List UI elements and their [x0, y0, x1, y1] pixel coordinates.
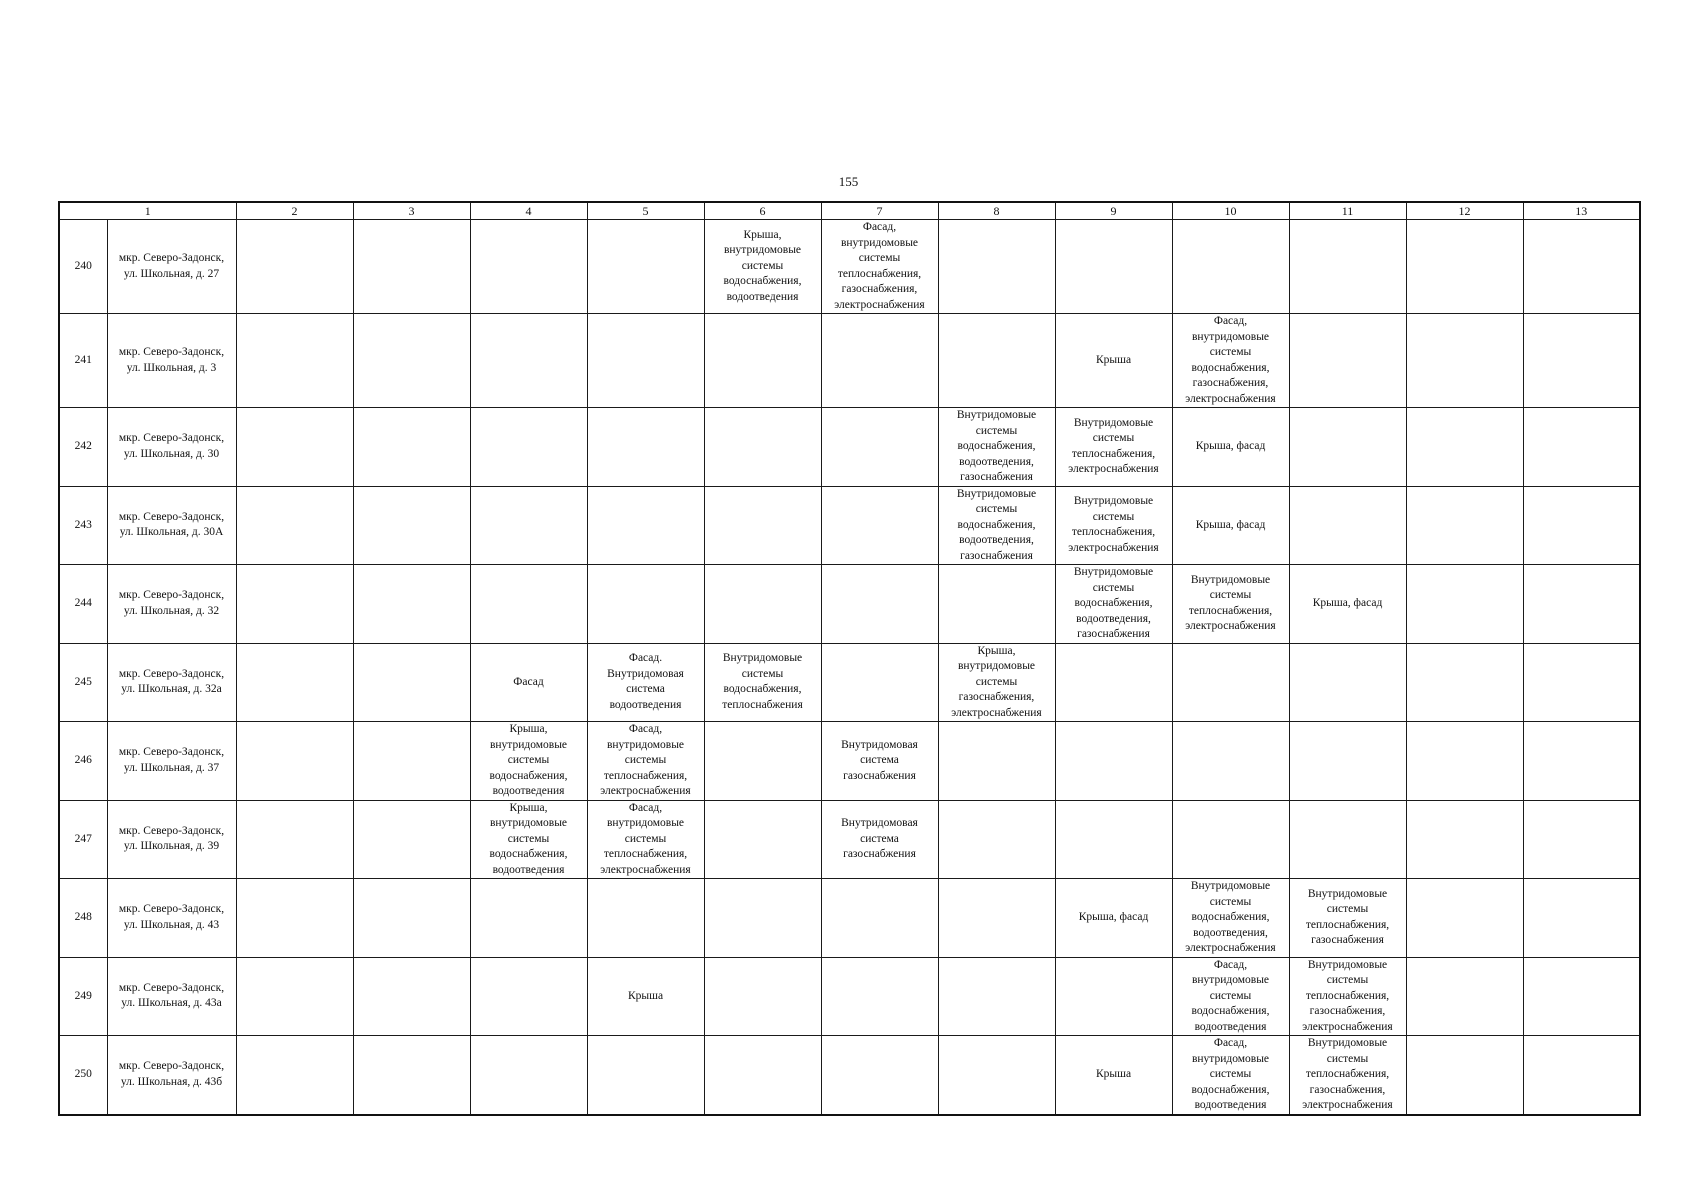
- work-type-cell: [1406, 486, 1523, 565]
- work-type-cell: [704, 722, 821, 801]
- address-cell: мкр. Северо-Задонск, ул. Школьная, д. 32: [107, 565, 236, 644]
- work-type-cell: [353, 722, 470, 801]
- row-number-cell: 250: [59, 1036, 107, 1115]
- work-type-cell: [1289, 643, 1406, 722]
- work-type-cell: [938, 565, 1055, 644]
- row-number-cell: 240: [59, 220, 107, 314]
- table-row: [59, 879, 1640, 958]
- work-type-cell: [938, 220, 1055, 314]
- work-type-cell: [821, 408, 938, 487]
- row-number-cell: 245: [59, 643, 107, 722]
- work-type-cell: [1523, 722, 1640, 801]
- work-type-cell: [470, 957, 587, 1036]
- column-number-header: 4: [470, 202, 587, 220]
- column-number-header: 6: [704, 202, 821, 220]
- table-row: [59, 408, 1640, 487]
- work-type-cell: [704, 314, 821, 408]
- work-type-cell: [704, 800, 821, 879]
- work-type-cell: [470, 1036, 587, 1115]
- row-number-cell: 243: [59, 486, 107, 565]
- work-type-cell: [587, 220, 704, 314]
- work-type-cell: Фасад, внутридомовые системы водоснабжения, водоотведения: [1172, 1036, 1289, 1115]
- work-type-cell: [236, 957, 353, 1036]
- address-cell: мкр. Северо-Задонск, ул. Школьная, д. 27: [107, 220, 236, 314]
- work-type-cell: [821, 314, 938, 408]
- work-type-cell: [470, 314, 587, 408]
- work-type-cell: Крыша: [587, 957, 704, 1036]
- work-type-cell: Фасад, внутридомовые системы теплоснабжения, электроснабжения: [587, 800, 704, 879]
- work-type-cell: [938, 957, 1055, 1036]
- work-type-cell: [821, 565, 938, 644]
- table-row: [59, 486, 1640, 565]
- work-type-cell: Фасад, внутридомовые системы водоснабжения, водоотведения: [1172, 957, 1289, 1036]
- row-number-cell: 247: [59, 800, 107, 879]
- table-row: [59, 643, 1640, 722]
- column-number-header: 10: [1172, 202, 1289, 220]
- work-type-cell: [1055, 800, 1172, 879]
- row-number-cell: 249: [59, 957, 107, 1036]
- work-type-cell: Внутридомовые системы теплоснабжения, газоснабжения, электроснабжения: [1289, 1036, 1406, 1115]
- table-row: [59, 314, 1640, 408]
- work-type-cell: Внутридомовые системы водоснабжения, водоотведения, газоснабжения: [938, 408, 1055, 487]
- work-type-cell: [236, 314, 353, 408]
- address-cell: мкр. Северо-Задонск, ул. Школьная, д. 37: [107, 722, 236, 801]
- work-type-cell: [236, 643, 353, 722]
- address-cell: мкр. Северо-Задонск, ул. Школьная, д. 32а: [107, 643, 236, 722]
- work-type-cell: [1523, 643, 1640, 722]
- work-type-cell: Внутридомовые системы водоснабжения, водоотведения, электроснабжения: [1172, 879, 1289, 958]
- column-number-header-row: [59, 202, 1640, 220]
- work-type-cell: [938, 800, 1055, 879]
- work-type-cell: [704, 1036, 821, 1115]
- work-type-cell: [938, 314, 1055, 408]
- work-type-cell: [1289, 314, 1406, 408]
- work-type-cell: [236, 408, 353, 487]
- column-number-header: 12: [1406, 202, 1523, 220]
- table-row: [59, 1036, 1640, 1115]
- work-type-cell: Фасад, внутридомовые системы теплоснабжения, газоснабжения, электроснабжения: [821, 220, 938, 314]
- work-type-cell: [1523, 800, 1640, 879]
- work-type-cell: Крыша, фасад: [1055, 879, 1172, 958]
- work-type-cell: Фасад, внутридомовые системы теплоснабжения, электроснабжения: [587, 722, 704, 801]
- work-type-cell: [236, 220, 353, 314]
- work-type-cell: [1523, 1036, 1640, 1115]
- work-type-cell: [1523, 220, 1640, 314]
- address-cell: мкр. Северо-Задонск, ул. Школьная, д. 43: [107, 879, 236, 958]
- work-type-cell: [704, 957, 821, 1036]
- row-number-cell: 244: [59, 565, 107, 644]
- page-number: 155: [838, 174, 859, 189]
- work-type-cell: [821, 879, 938, 958]
- table-row: [59, 565, 1640, 644]
- work-type-cell: Внутридомовые системы теплоснабжения, электроснабжения: [1055, 408, 1172, 487]
- work-type-cell: Внутридомовые системы водоснабжения, водоотведения, газоснабжения: [1055, 565, 1172, 644]
- work-type-cell: [587, 408, 704, 487]
- work-type-cell: [470, 879, 587, 958]
- work-type-cell: Фасад, внутридомовые системы водоснабжения, газоснабжения, электроснабжения: [1172, 314, 1289, 408]
- work-type-cell: [470, 220, 587, 314]
- work-type-cell: [704, 565, 821, 644]
- work-type-cell: [353, 879, 470, 958]
- work-type-cell: [1289, 220, 1406, 314]
- work-type-cell: [353, 486, 470, 565]
- work-type-cell: [1289, 486, 1406, 565]
- work-type-cell: Крыша, внутридомовые системы газоснабжения, электроснабжения: [938, 643, 1055, 722]
- work-type-cell: [353, 565, 470, 644]
- table-row: [59, 722, 1640, 801]
- work-type-cell: [587, 879, 704, 958]
- table-row: [59, 220, 1640, 314]
- work-type-cell: Фасад: [470, 643, 587, 722]
- work-type-cell: [353, 314, 470, 408]
- work-type-cell: [470, 408, 587, 487]
- work-type-cell: Крыша, фасад: [1289, 565, 1406, 644]
- work-type-cell: [1406, 957, 1523, 1036]
- address-cell: мкр. Северо-Задонск, ул. Школьная, д. 3: [107, 314, 236, 408]
- work-type-cell: Внутридомовые системы теплоснабжения, электроснабжения: [1055, 486, 1172, 565]
- column-number-header: 5: [587, 202, 704, 220]
- work-type-cell: [821, 957, 938, 1036]
- column-number-header: 2: [236, 202, 353, 220]
- work-type-cell: Крыша, внутридомовые системы водоснабжения, водоотведения: [470, 800, 587, 879]
- work-type-cell: [1523, 565, 1640, 644]
- work-type-cell: [1523, 408, 1640, 487]
- work-type-cell: [1406, 314, 1523, 408]
- work-type-cell: [587, 486, 704, 565]
- work-type-cell: [1406, 879, 1523, 958]
- address-cell: мкр. Северо-Задонск, ул. Школьная, д. 43а: [107, 957, 236, 1036]
- work-type-cell: [1055, 957, 1172, 1036]
- work-type-cell: [1523, 486, 1640, 565]
- address-cell: мкр. Северо-Задонск, ул. Школьная, д. 30А: [107, 486, 236, 565]
- address-cell: мкр. Северо-Задонск, ул. Школьная, д. 39: [107, 800, 236, 879]
- work-type-cell: [1172, 220, 1289, 314]
- work-type-cell: [587, 1036, 704, 1115]
- column-number-header: 1: [59, 202, 236, 220]
- row-number-cell: 241: [59, 314, 107, 408]
- work-type-cell: [938, 1036, 1055, 1115]
- work-type-cell: [236, 1036, 353, 1115]
- column-number-header: 9: [1055, 202, 1172, 220]
- work-type-cell: [1406, 220, 1523, 314]
- address-cell: мкр. Северо-Задонск, ул. Школьная, д. 30: [107, 408, 236, 487]
- work-type-cell: Крыша, фасад: [1172, 486, 1289, 565]
- row-number-cell: 246: [59, 722, 107, 801]
- work-type-cell: Внутридомовая система газоснабжения: [821, 800, 938, 879]
- work-type-cell: [587, 314, 704, 408]
- row-number-cell: 248: [59, 879, 107, 958]
- work-type-cell: Крыша: [1055, 314, 1172, 408]
- work-type-cell: [353, 643, 470, 722]
- work-type-cell: [1289, 722, 1406, 801]
- row-number-cell: 242: [59, 408, 107, 487]
- column-number-header: 3: [353, 202, 470, 220]
- work-type-cell: [821, 1036, 938, 1115]
- work-type-cell: Фасад. Внутридомовая система водоотведения: [587, 643, 704, 722]
- work-type-cell: [353, 220, 470, 314]
- work-type-cell: [938, 722, 1055, 801]
- work-type-cell: [236, 879, 353, 958]
- table-row: [59, 957, 1640, 1036]
- work-type-cell: [1406, 643, 1523, 722]
- work-type-cell: [1055, 220, 1172, 314]
- work-type-cell: [821, 643, 938, 722]
- work-type-cell: [704, 408, 821, 487]
- repair-schedule-table: [58, 201, 1641, 1116]
- work-type-cell: [353, 1036, 470, 1115]
- work-type-cell: [1523, 957, 1640, 1036]
- work-type-cell: [353, 957, 470, 1036]
- work-type-cell: [236, 486, 353, 565]
- work-type-cell: [353, 800, 470, 879]
- work-type-cell: Внутридомовые системы водоснабжения, теплоснабжения: [704, 643, 821, 722]
- work-type-cell: Крыша: [1055, 1036, 1172, 1115]
- table-row: [59, 800, 1640, 879]
- work-type-cell: [470, 565, 587, 644]
- work-type-cell: [1172, 800, 1289, 879]
- work-type-cell: [1406, 800, 1523, 879]
- work-type-cell: [1523, 879, 1640, 958]
- work-type-cell: [938, 879, 1055, 958]
- column-number-header: 13: [1523, 202, 1640, 220]
- work-type-cell: [821, 486, 938, 565]
- work-type-cell: Внутридомовые системы теплоснабжения, газоснабжения, электроснабжения: [1289, 957, 1406, 1036]
- work-type-cell: [236, 722, 353, 801]
- column-number-header: 11: [1289, 202, 1406, 220]
- work-type-cell: [470, 486, 587, 565]
- work-type-cell: Внутридомовые системы теплоснабжения, электроснабжения: [1172, 565, 1289, 644]
- work-type-cell: [704, 486, 821, 565]
- work-type-cell: Крыша, внутридомовые системы водоснабжения, водоотведения: [704, 220, 821, 314]
- work-type-cell: Внутридомовые системы водоснабжения, водоотведения, газоснабжения: [938, 486, 1055, 565]
- work-type-cell: [704, 879, 821, 958]
- work-type-cell: [236, 565, 353, 644]
- work-type-cell: [1523, 314, 1640, 408]
- work-type-cell: Крыша, внутридомовые системы водоснабжения, водоотведения: [470, 722, 587, 801]
- work-type-cell: Крыша, фасад: [1172, 408, 1289, 487]
- work-type-cell: [1055, 643, 1172, 722]
- work-type-cell: [1172, 722, 1289, 801]
- work-type-cell: [1406, 565, 1523, 644]
- work-type-cell: [1055, 722, 1172, 801]
- work-type-cell: [1406, 722, 1523, 801]
- work-type-cell: [1406, 408, 1523, 487]
- work-type-cell: Внутридомовые системы теплоснабжения, газоснабжения: [1289, 879, 1406, 958]
- work-type-cell: Внутридомовая система газоснабжения: [821, 722, 938, 801]
- work-type-cell: [236, 800, 353, 879]
- work-type-cell: [1289, 408, 1406, 487]
- work-type-cell: [587, 565, 704, 644]
- work-type-cell: [1172, 643, 1289, 722]
- column-number-header: 8: [938, 202, 1055, 220]
- column-number-header: 7: [821, 202, 938, 220]
- work-type-cell: [1289, 800, 1406, 879]
- address-cell: мкр. Северо-Задонск, ул. Школьная, д. 43б: [107, 1036, 236, 1115]
- work-type-cell: [353, 408, 470, 487]
- work-type-cell: [1406, 1036, 1523, 1115]
